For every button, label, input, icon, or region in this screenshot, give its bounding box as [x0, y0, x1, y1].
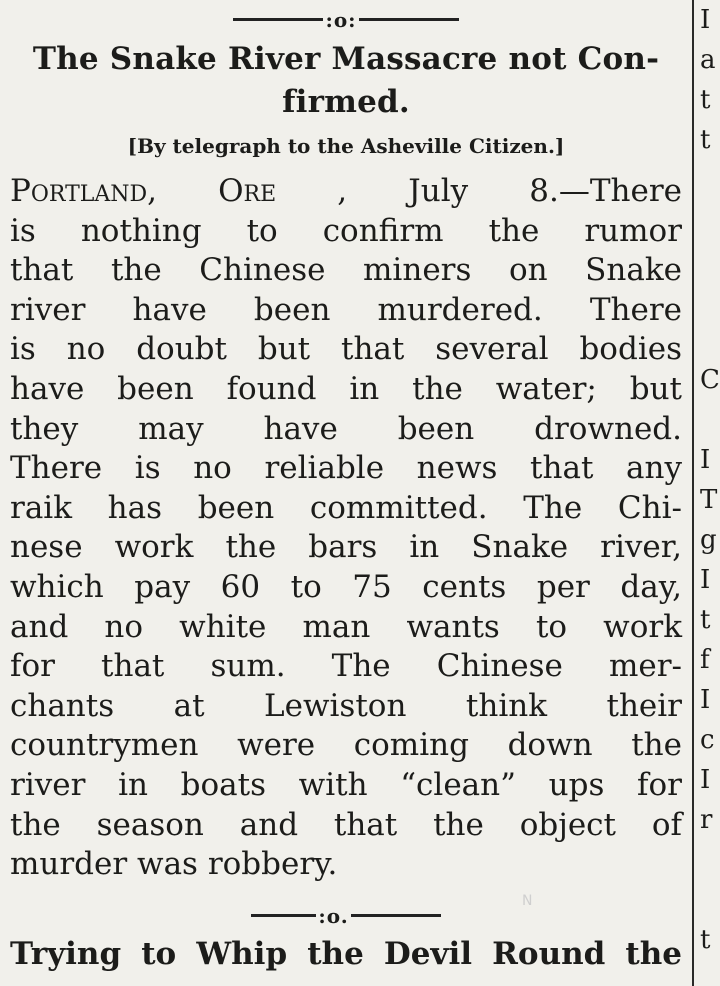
adjacent-letter: [700, 280, 714, 320]
adjacent-letter: [700, 240, 714, 280]
body-line: they may have been drowned.: [10, 410, 682, 447]
adjacent-letter: t: [700, 125, 711, 155]
adjacent-letter: I: [700, 685, 711, 715]
dateline-place: Portland, Ore: [10, 173, 277, 209]
body-line: river in boats with “clean” ups for: [10, 766, 682, 803]
bottom-divider: [0, 902, 692, 928]
adjacent-letter: I: [700, 445, 711, 475]
adjacent-letter: I: [700, 765, 711, 795]
adjacent-letter: [700, 840, 714, 880]
body-line: for that sum. The Chinese mer-: [10, 648, 682, 685]
adjacent-letter: [700, 200, 714, 240]
dateline-rest: , July 8.—There: [276, 173, 682, 209]
divider-mark: :o.: [318, 903, 349, 928]
body-line: the season and that the object of: [10, 806, 682, 843]
adjacent-letter: [700, 400, 714, 440]
adjacent-letter: I: [700, 565, 711, 595]
headline-line-1: The Snake River Massacre not Con-: [32, 41, 660, 77]
adjacent-letter: t: [700, 925, 711, 955]
divider-rule-right: [351, 914, 441, 917]
adjacent-letter: c: [700, 725, 715, 755]
telegraph-source: [By telegraph to the Asheville Citizen.]: [127, 134, 565, 158]
scan-watermark-mark: N: [522, 893, 533, 909]
divider-rule-right: [359, 18, 459, 21]
divider-rule-left: [233, 18, 323, 21]
body-line: chants at Lewiston think their: [10, 687, 682, 724]
body-line: There is no reliable news that any: [10, 450, 682, 487]
adjacent-letter: I: [700, 5, 711, 35]
adjacent-letter: a: [700, 45, 716, 75]
divider-mark: :o:: [325, 7, 357, 32]
adjacent-letter: [700, 160, 714, 200]
body-line: is nothing to confirm the rumor: [10, 212, 682, 249]
article-headline: [10, 38, 682, 124]
body-line: nese work the bars in Snake river,: [10, 529, 682, 566]
body-line: which pay 60 to 75 cents per day,: [10, 568, 682, 605]
adjacent-letter: g: [700, 525, 717, 555]
adjacent-letter: T: [700, 485, 718, 515]
adjacent-letter: t: [700, 85, 711, 115]
body-line: river have been murdered. There: [10, 291, 682, 328]
next-article-headline: Trying to Whip the Devil Round the: [10, 936, 682, 972]
body-line-last: murder was robbery.: [10, 846, 338, 883]
article-body: [10, 172, 682, 885]
adjacent-letter: f: [700, 645, 710, 675]
column-rule: [692, 0, 694, 986]
divider-rule-left: [251, 914, 316, 917]
body-line: raik has been committed. The Chi-: [10, 489, 682, 526]
body-line: countrymen were coming down the: [10, 727, 682, 764]
adjacent-column-fragment: [700, 0, 720, 986]
adjacent-letter: C: [700, 365, 720, 395]
body-line-1: [10, 172, 682, 212]
adjacent-letter: r: [700, 805, 713, 835]
top-divider: [0, 6, 692, 32]
adjacent-letter: t: [700, 605, 711, 635]
body-line: is no doubt but that several bodies: [10, 331, 682, 368]
adjacent-letter: [700, 320, 714, 360]
body-line: have been found in the water; but: [10, 370, 682, 407]
adjacent-letter: [700, 880, 714, 920]
headline-line-2: firmed.: [282, 84, 410, 120]
body-line: that the Chinese miners on Snake: [10, 252, 682, 289]
body-line: and no white man wants to work: [10, 608, 682, 645]
